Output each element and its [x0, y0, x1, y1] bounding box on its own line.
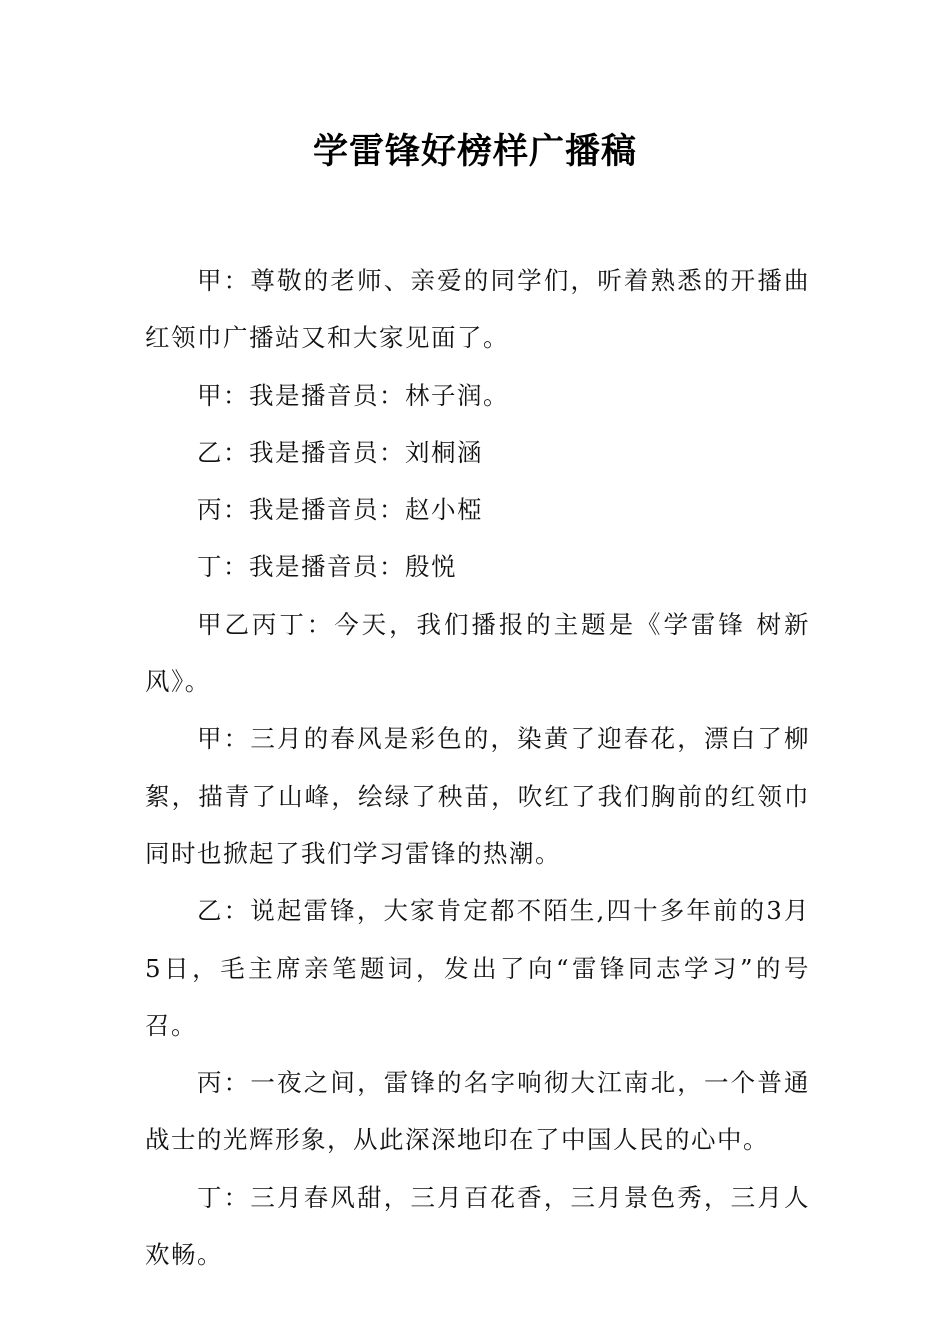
document-title: 学雷锋好榜样广播稿: [312, 132, 637, 172]
paragraph: 甲：三月的春风是彩色的，染黄了迎春花，漂白了柳絮，描青了山峰，绘绿了秧苗，吹红了我们胸前的红领巾同时也掀起了我们学习雷锋的热潮。: [145, 724, 810, 868]
paragraph: 丙：我是播音员：赵小椏: [197, 495, 483, 525]
paragraph: 甲：尊敬的老师、亲爱的同学们，听着熟悉的开播曲红领巾广播站又和大家见面了。: [145, 266, 810, 353]
paragraph: 乙：说起雷锋，大家肯定都不陌生,四十多年前的3月5日，毛主席亲笔题词，发出了向“雷锋同志学习”的号召。: [145, 896, 810, 1040]
paragraph: 甲乙丙丁：今天，我们播报的主题是《学雷锋 树新风》。: [145, 609, 810, 697]
paragraph: 丙：一夜之间，雷锋的名字响彻大江南北，一个普通战士的光辉形象，从此深深地印在了中国人民的心中。: [145, 1068, 810, 1155]
paragraph: 丁：我是播音员：殷悦: [197, 552, 457, 582]
document-body: [145, 252, 810, 1283]
paragraph: 甲：我是播音员：林子润。: [197, 380, 509, 410]
paragraph: 乙：我是播音员：刘桐涵: [197, 437, 483, 467]
paragraph: 丁：三月春风甜，三月百花香，三月景色秀，三月人欢畅。: [145, 1182, 810, 1270]
